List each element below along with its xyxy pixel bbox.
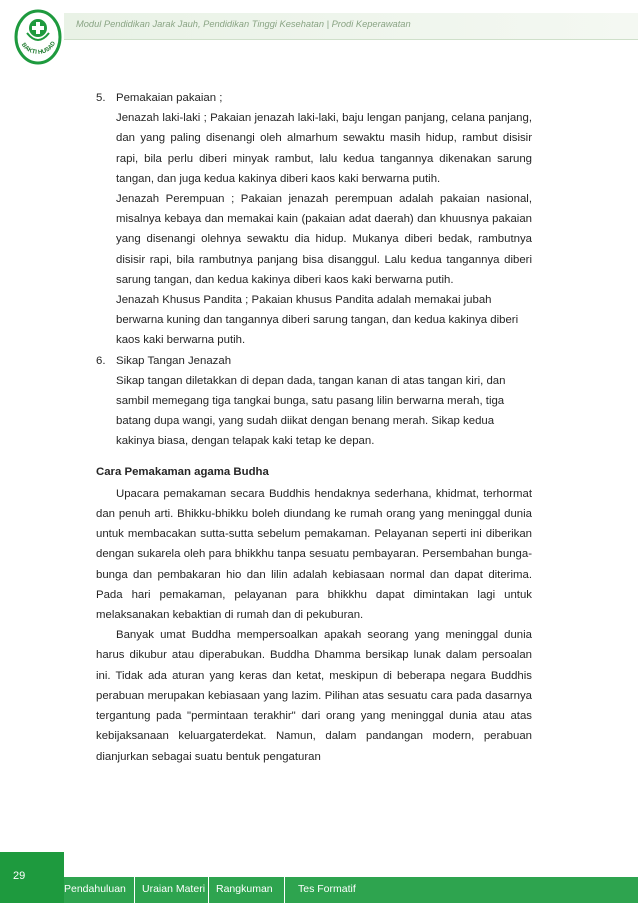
- header-title: Modul Pendidikan Jarak Jauh, Pendidikan Tinggi Kesehatan | Prodi Keperawatan: [76, 19, 411, 29]
- footer-nav: [64, 877, 638, 903]
- item-title: Pemakaian pakaian ;: [116, 92, 223, 104]
- paragraph: Sikap tangan diletakkan di depan dada, tangan kanan di atas tangan kiri, dan sambil memegang tiga tangkai bunga, satu pasang lilin berwarna merah, tiga batang dupa wangi, yang sudah diikat dengan benang merah. Sikap kedua kakinya biasa, dengan telapak kaki tetap ke depan.: [116, 374, 506, 448]
- page-number: 29: [13, 870, 26, 882]
- logo-text: BAKTI HUSAD: [19, 40, 58, 57]
- item-number: 5.: [96, 92, 106, 104]
- kemenkes-logo: [13, 7, 63, 67]
- item-title: Sikap Tangan Jenazah: [116, 354, 232, 367]
- header-bar: [64, 13, 638, 40]
- paragraph: Upacara pemakaman secara Buddhis hendaknya sederhana, khidmat, terhormat dan penuh arti. Bhikku-bhikku boleh diundang ke rumah orang yang meninggal dunia untuk membacakan sutta-sutta sebelum pemakaman. Pelayanan seperti ini diberikan dengan sukarela oleh para bhikkhu tanpa sesuatu pembayaran. Persembahan bunga-bunga dan pembakaran hio dan lilin adalah kebiasaan normal dan dapat diterima. Pada hari pemakaman, pelayanan para bhikkhu dapat dimintakan lagi untuk melaksanakan kebaktian di rumah dan di pekuburan.: [96, 487, 532, 622]
- paragraph: Banyak umat Buddha mempersoalkan apakah seorang yang meninggal dunia harus dikubur atau diperabukan. Buddha Dhamma bersikap lunak dalam persoalan ini. Tidak ada aturan yang keras dan ketat, meskipun di beberapa negara Buddhis perabuan merupakan kebiasaan yang lazim. Pilihan atas sesuatu cara pada dasarnya tergantung pada "permintaan terakhir" dari orang yang meninggal dunia atau atas kebijaksanaan keluargaterdekat. Namun, dalam pandangan modern, perabuan dianjurkan sebagai suatu bentuk pengaturan: [96, 629, 532, 763]
- item-heading: [84, 88, 532, 108]
- nav-tes-formatif[interactable]: Tes Formatif: [298, 883, 356, 895]
- page-number-block: [0, 852, 64, 903]
- section-heading: Cara Pemakaman agama Budha: [96, 465, 269, 478]
- list-item: [84, 88, 532, 351]
- page-content: [84, 88, 532, 767]
- nav-rangkuman[interactable]: Rangkuman: [216, 877, 285, 903]
- item-heading: [84, 351, 532, 371]
- paragraph: Jenazah laki-laki ; Pakaian jenazah laki-laki, baju lengan panjang, celana panjang, dan yang paling disenangi oleh almarhum sewaktu masih hidup, rambut disisir rapi, bila perlu diberi minyak rambut, lalu kedua tangannya dikenakan sarung tangan, dan juga kedua kakinya diberi kaos kaki berwarna putih.: [116, 112, 532, 185]
- nav-pendahuluan[interactable]: Pendahuluan: [64, 877, 135, 903]
- paragraph: Jenazah Khusus Pandita ; Pakaian khusus Pandita adalah memakai jubah berwarna kuning dan tangannya diberi sarung tangan, dan kedua kakinya diberi kaos kaki berwarna putih.: [116, 294, 519, 347]
- item-number: 6.: [96, 354, 106, 367]
- list-item: [84, 351, 532, 452]
- paragraph: Jenazah Perempuan ; Pakaian jenazah perempuan adalah pakaian nasional, misalnya kebaya dan memakai kain (pakaian adat daerah) dan khuusnya pakaian yang disenangi olehnya sewaktu dia hidup. Mukanya diberi bedak, rambutnya disisir rapi, bila rambutnya panjang bisa disanggul. Lalu kedua tangannya diberi sarung tangan, dan kedua kakinya diberi kaos kaki berwarna putih.: [116, 193, 532, 286]
- nav-uraian-materi[interactable]: Uraian Materi: [142, 877, 209, 903]
